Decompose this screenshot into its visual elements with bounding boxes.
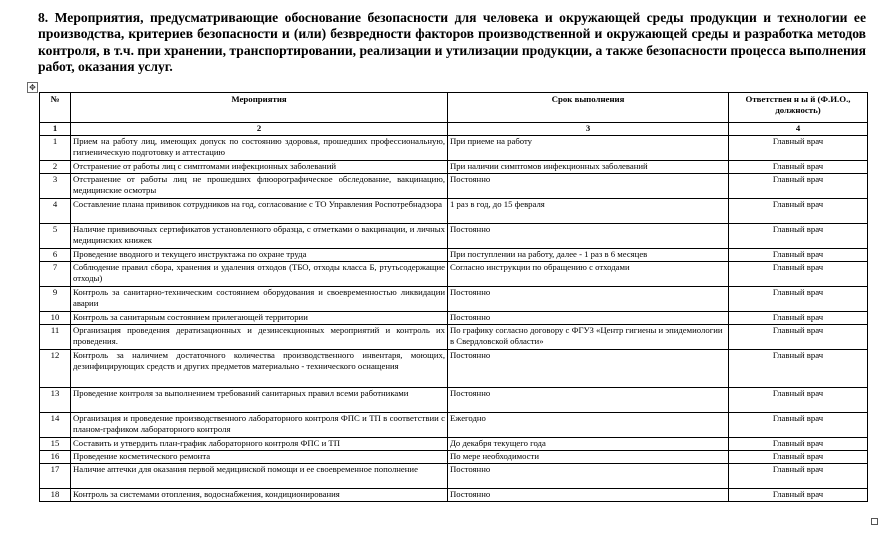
header-responsible: Ответствен н ы й (Ф.И.О., должность) [729,93,868,123]
row-measure: Отстранение от работы лиц с симптомами инфекционных заболеваний [71,161,448,174]
row-deadline: По мере необходимости [448,451,729,464]
row-responsible: Главный врач [729,350,868,388]
column-number: 4 [729,123,868,136]
row-deadline: До декабря текущего года [448,438,729,451]
row-measure: Составление плана прививок сотрудников на год, согласование с ТО Управления Роспотребнадзора [71,199,448,224]
row-measure: Проведение косметического ремонта [71,451,448,464]
row-number: 14 [40,413,71,438]
row-measure: Контроль за санитарно-техническим состоянием оборудования и своевременностью ликвидации аварии [71,287,448,312]
row-deadline: Постоянно [448,388,729,413]
header-deadline: Срок выполнения [448,93,729,123]
row-responsible: Главный врач [729,287,868,312]
row-responsible: Главный врач [729,413,868,438]
row-deadline: Постоянно [448,489,729,502]
row-measure: Контроль за наличием достаточного количества производственного инвентаря, моющих, дезинфицирующих средств и других предметов материально - технического оснащения [71,350,448,388]
row-measure: Проведение вводного и текущего инструктажа по охране труда [71,249,448,262]
row-responsible: Главный врач [729,438,868,451]
row-deadline: Постоянно [448,464,729,489]
row-deadline: Постоянно [448,224,729,249]
row-deadline: Ежегодно [448,413,729,438]
row-number: 18 [40,489,71,502]
table-row [40,451,868,464]
row-deadline: По графику согласно договору с ФГУЗ «Центр гигиены и эпидемиологии в Свердловской области» [448,325,729,350]
row-deadline: Постоянно [448,174,729,199]
row-deadline: Согласно инструкции по обращению с отходами [448,262,729,287]
table-row [40,199,868,224]
table-row [40,350,868,388]
row-responsible: Главный врач [729,161,868,174]
column-number: 1 [40,123,71,136]
table-row [40,388,868,413]
table-row [40,287,868,312]
row-number: 15 [40,438,71,451]
row-number: 5 [40,224,71,249]
row-measure: Контроль за санитарным состоянием прилегающей территории [71,312,448,325]
row-deadline: 1 раз в год, до 15 февраля [448,199,729,224]
row-number: 10 [40,312,71,325]
row-responsible: Главный врач [729,312,868,325]
column-number-row [40,123,868,136]
row-measure: Соблюдение правил сбора, хранения и удаления отходов (ТБО, отходы класса Б, ртутьсодержащие отходы) [71,262,448,287]
row-deadline: Постоянно [448,312,729,325]
row-responsible: Главный врач [729,489,868,502]
row-measure: Контроль за системами отопления, водоснабжения, кондиционирования [71,489,448,502]
row-measure: Организация и проведение производственного лабораторного контроля ФПС и ТП в соответствии с планом-графиком лабораторного контроля [71,413,448,438]
row-number: 3 [40,174,71,199]
table-header-row [40,93,868,123]
column-number: 3 [448,123,729,136]
move-handle-icon[interactable]: ✥ [27,82,38,93]
table-row [40,438,868,451]
table-row [40,489,868,502]
row-number: 11 [40,325,71,350]
table-row [40,325,868,350]
table-row [40,136,868,161]
row-deadline: Постоянно [448,350,729,388]
row-measure: Наличие аптечки для оказания первой медицинской помощи и ее своевременное пополнение [71,464,448,489]
row-number: 13 [40,388,71,413]
row-responsible: Главный врач [729,262,868,287]
row-measure: Наличие прививочных сертификатов установленного образца, с отметками о вакцинации, и личных медицинских книжек [71,224,448,249]
end-of-table-marker [871,518,878,525]
row-number: 1 [40,136,71,161]
table-row [40,312,868,325]
row-deadline: При поступлении на работу, далее - 1 раз в 6 месяцев [448,249,729,262]
row-responsible: Главный врач [729,388,868,413]
row-number: 9 [40,287,71,312]
column-number: 2 [71,123,448,136]
row-number: 4 [40,199,71,224]
table-row [40,174,868,199]
header-num: № [40,93,71,123]
table-row [40,224,868,249]
row-number: 16 [40,451,71,464]
table-row [40,262,868,287]
row-responsible: Главный врач [729,325,868,350]
table-row [40,464,868,489]
row-measure: Организация проведения дератизационных и дезинсекционных мероприятий и контроль их проведения. [71,325,448,350]
row-number: 17 [40,464,71,489]
row-measure: Проведение контроля за выполнением требований санитарных правил всеми работниками [71,388,448,413]
row-number: 7 [40,262,71,287]
row-number: 12 [40,350,71,388]
row-number: 2 [40,161,71,174]
row-responsible: Главный врач [729,199,868,224]
table-row [40,413,868,438]
measures-table [39,92,868,502]
header-measures: Мероприятия [71,93,448,123]
row-responsible: Главный врач [729,451,868,464]
row-responsible: Главный врач [729,249,868,262]
table-row [40,249,868,262]
row-responsible: Главный врач [729,174,868,199]
row-deadline: При приеме на работу [448,136,729,161]
row-number: 6 [40,249,71,262]
row-deadline: При наличии симптомов инфекционных заболеваний [448,161,729,174]
row-responsible: Главный врач [729,136,868,161]
row-deadline: Постоянно [448,287,729,312]
row-measure: Прием на работу лиц, имеющих допуск по состоянию здоровья, прошедших профессиональную, гигиеническую подготовку и аттестацию [71,136,448,161]
row-responsible: Главный врач [729,464,868,489]
row-responsible: Главный врач [729,224,868,249]
table-row [40,161,868,174]
row-measure: Отстранение от работы лиц не прошедших флюорографическое обследование, вакцинацию, медицинские осмотры [71,174,448,199]
section-heading: 8. Мероприятия, предусматривающие обоснование безопасности для человека и окружающей среды продукции и технологии ее производства, критериев безопасности и (или) безвредности факторов производственной и окружающей среды и разработка методов контроля, в т.ч. при хранении, транспортировании, реализации и утилизации продукции, а также безопасности процесса выполнения работ, оказания услуг. [38,10,866,75]
row-measure: Составить и утвердить план-график лабораторного контроля ФПС и ТП [71,438,448,451]
